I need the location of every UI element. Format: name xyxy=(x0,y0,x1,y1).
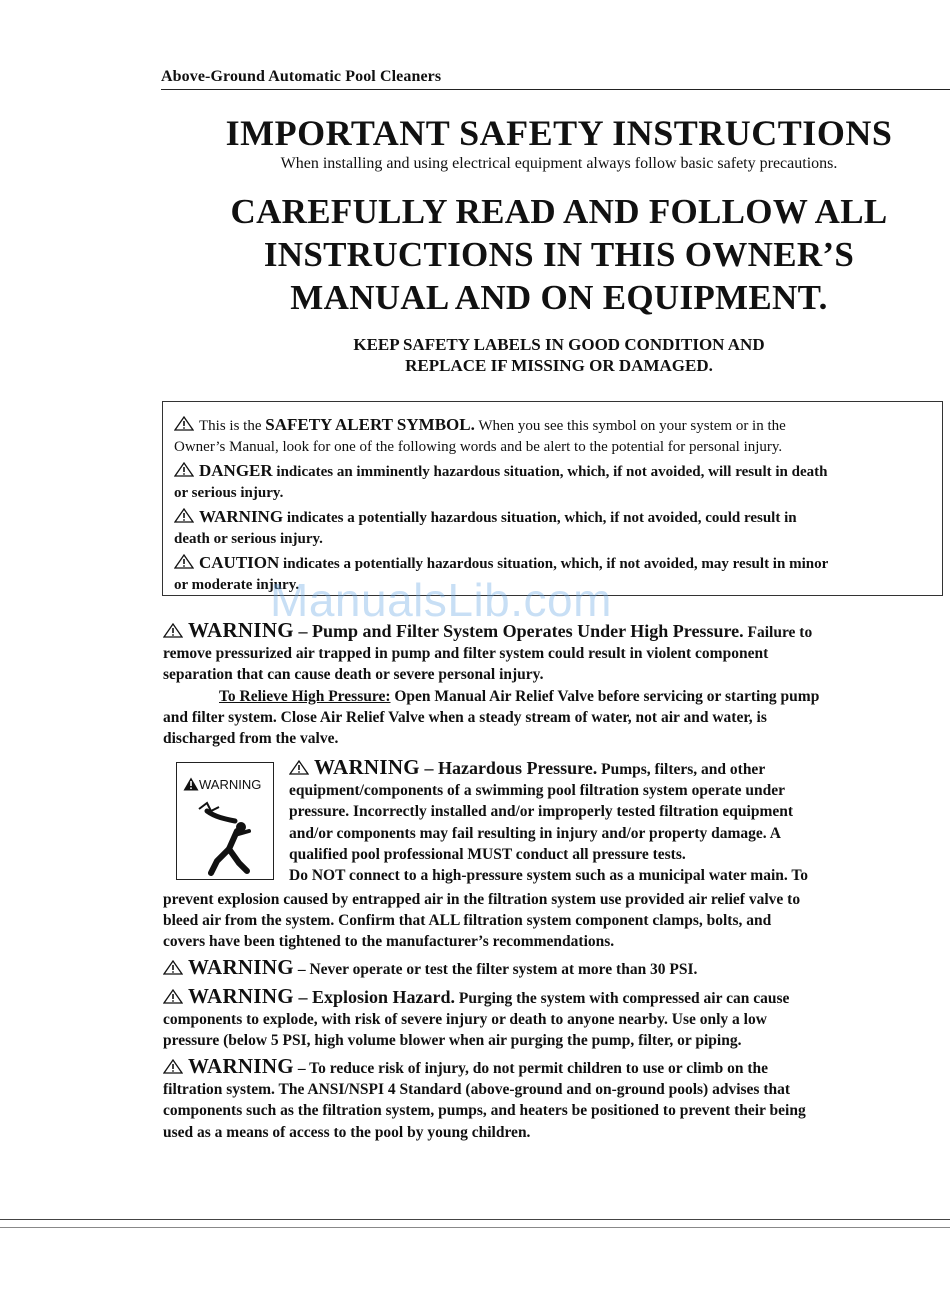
warning-sign-label: WARNING xyxy=(199,777,262,792)
running-header: Above-Ground Automatic Pool Cleaners xyxy=(161,68,442,85)
read-heading-line-1: CAREFULLY READ AND FOLLOW ALL xyxy=(230,192,888,231)
warning-children-access: WARNING – To reduce risk of injury, do not permit children to use or climb on the filtration system. The ANSI/NSPI 4 Standard (above-ground and on-ground pools) advises that components such as the filtration system, pumps, and heaters be positioned to prevent their being used as a means of access to the pool by young children. xyxy=(163,1054,806,1141)
warning-hazardous-pressure: WARNING – Hazardous Pressure. Pumps, filters, and other equipment/components of a swimming pool filtration system operate under pressure. Incorrectly installed and/or improperly tested filtration equipment and/or components may fail resulting in injury and/or property damage. A qualified pool professional MUST conduct all pressure tests. Do NOT connect to a high-pressure system such as a municipal water main. To xyxy=(289,755,809,885)
read-heading-line-2: INSTRUCTIONS IN THIS OWNER’S xyxy=(263,235,855,274)
safety-alert-icon xyxy=(174,462,194,477)
safety-alert-icon xyxy=(163,989,183,1004)
footer-rule-secondary xyxy=(0,1227,950,1228)
pressure-burst-person-icon xyxy=(189,801,263,877)
safety-alert-icon xyxy=(163,623,183,638)
warning-definition: WARNING indicates a potentially hazardous situation, which, if not avoided, could result in death or serious injury. xyxy=(174,507,797,547)
safety-alert-icon xyxy=(163,1059,183,1074)
warning-sign-triangle-icon xyxy=(183,777,199,794)
safety-alert-icon xyxy=(174,508,194,523)
read-heading-line-3: MANUAL AND ON EQUIPMENT. xyxy=(290,278,828,317)
caution-definition: CAUTION indicates a potentially hazardous situation, which, if not avoided, may result in minor or moderate injury. xyxy=(174,553,829,593)
footer-rule xyxy=(0,1219,950,1220)
warning-hazardous-pressure-continued: prevent explosion caused by entrapped air in the filtration system use provided air relief valve to bleed air from the system. Confirm that ALL filtration system component clamps, bolts, and covers have been tightened to the manufacturer’s recommendations. xyxy=(163,891,801,951)
page-title: IMPORTANT SAFETY INSTRUCTIONS xyxy=(225,113,893,153)
warning-max-psi: WARNING – Never operate or test the filter system at more than 30 PSI. xyxy=(163,957,950,980)
keep-labels-notice xyxy=(0,334,950,376)
keep-labels-line-2: REPLACE IF MISSING OR DAMAGED. xyxy=(405,356,713,375)
danger-definition: DANGER indicates an imminently hazardous situation, which, if not avoided, will result in death or serious injury. xyxy=(174,461,828,501)
watermark: ManualsLib.com xyxy=(270,574,612,626)
warning-pump-filter-pressure: WARNING – Pump and Filter System Operates Under High Pressure. Failure to remove pressurized air trapped in pump and filter system could result in violent component separation that can cause death or severe personal injury. To Relieve High Pressure: Open Manual Air Relief Valve before servicing or starting pump and filter system. Close Air Relief Valve when a steady stream of water, not air and water, is discharged from the valve. xyxy=(163,618,820,748)
safety-alert-icon xyxy=(174,554,194,569)
safety-alert-box xyxy=(162,401,943,596)
relieve-pressure-label: To Relieve High Pressure: xyxy=(219,687,391,705)
safety-alert-icon xyxy=(289,760,309,775)
header-rule xyxy=(161,89,950,90)
safety-alert-definition: This is the SAFETY ALERT SYMBOL. When you see this symbol on your system or in the Owner’s Manual, look for one of the following words and be alert to the potential for personal injury. xyxy=(174,415,786,455)
warning-explosion-hazard: WARNING – Explosion Hazard. Purging the system with compressed air can cause components to explode, with risk of severe injury or death to anyone nearby. Use only a low pressure (below 5 PSI, high volume blower when air purging the pump, filter, or piping. xyxy=(163,984,790,1050)
warning-sign-graphic xyxy=(176,762,274,880)
safety-alert-icon xyxy=(174,416,194,431)
keep-labels-line-1: KEEP SAFETY LABELS IN GOOD CONDITION AND xyxy=(353,335,765,354)
read-instructions-heading xyxy=(0,190,950,319)
safety-alert-icon xyxy=(163,960,183,975)
subtitle: When installing and using electrical equipment always follow basic safety precautions. xyxy=(280,155,838,172)
